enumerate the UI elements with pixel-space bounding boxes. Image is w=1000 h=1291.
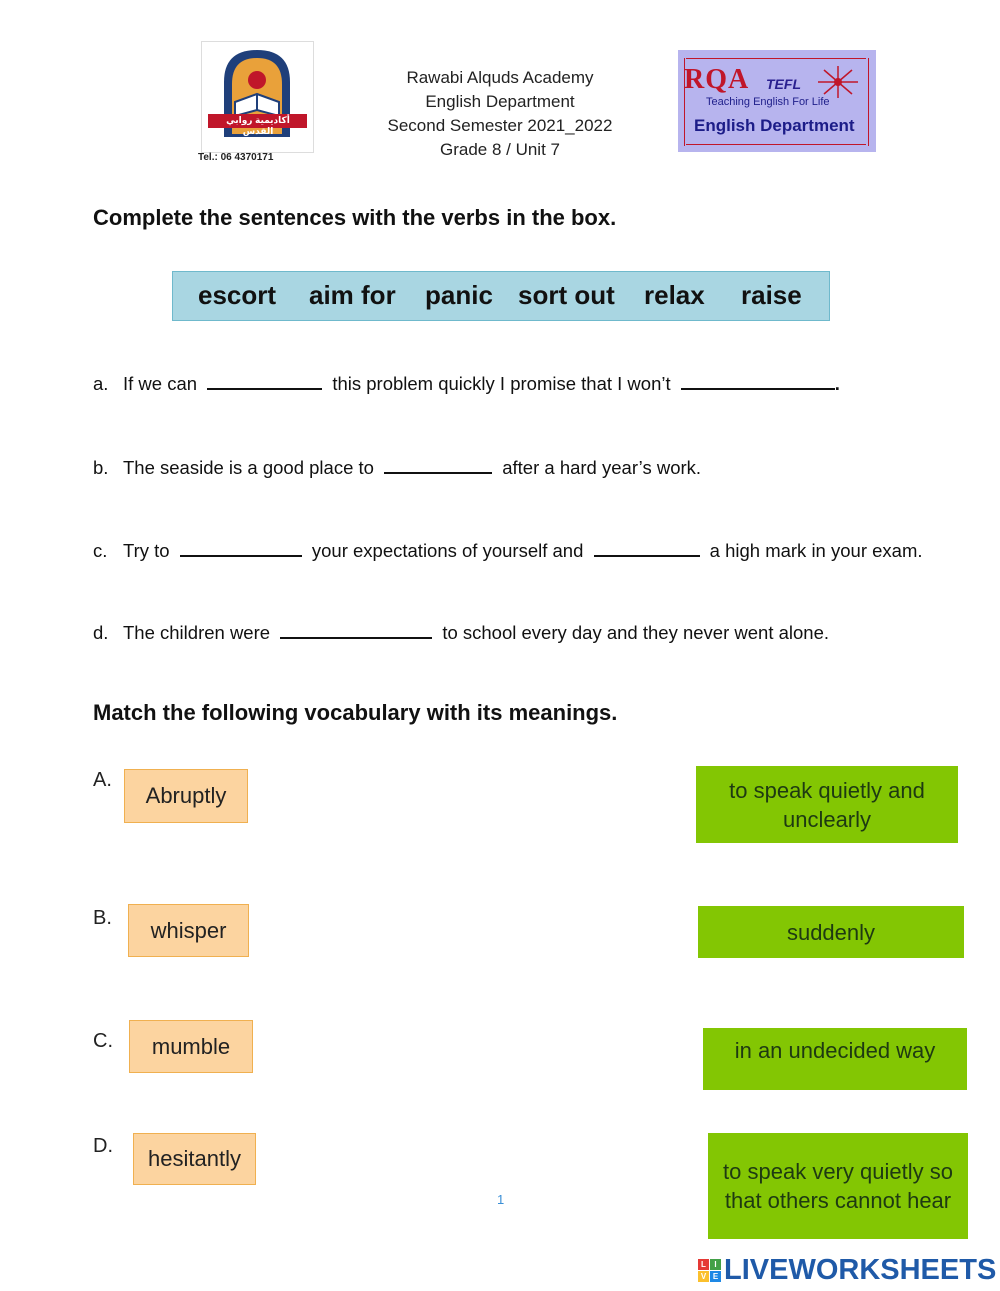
answer-blank[interactable]: [180, 539, 302, 557]
answer-blank[interactable]: [594, 539, 700, 557]
match-label-b: B.: [93, 907, 112, 929]
school-name: Rawabi Alquds Academy: [406, 68, 594, 87]
school-logo-text: أكاديمية روابي القدس: [226, 115, 290, 136]
sentence-text: .: [834, 373, 840, 394]
word-panic: panic: [425, 280, 493, 310]
sentence-text: your expectations of yourself and: [311, 540, 584, 561]
sentence-c: [93, 539, 923, 562]
liveworksheets-icon: [698, 1259, 721, 1282]
word-escort: escort: [198, 280, 277, 310]
rqa-abbr: RQA: [684, 64, 750, 95]
meaning-card-suddenly[interactable]: suddenly: [698, 906, 964, 958]
logo-border-bottom: [686, 144, 866, 145]
page-number: 1: [497, 1192, 505, 1207]
match-label-a: A.: [93, 769, 112, 791]
sentence-text: a high mark in your exam.: [709, 540, 923, 561]
icon-letter: I: [710, 1259, 721, 1270]
word-card-whisper[interactable]: whisper: [128, 904, 249, 957]
meaning-card-speak-quietly[interactable]: to speak very quietly so that others cannot hear: [708, 1133, 968, 1239]
word-relax: relax: [644, 280, 705, 310]
icon-letter: E: [710, 1271, 721, 1282]
word-card-mumble[interactable]: mumble: [129, 1020, 253, 1073]
word-sort-out: sort out: [518, 280, 615, 310]
department-logo: [678, 50, 876, 152]
answer-blank[interactable]: [384, 456, 492, 474]
logo-border-right: [868, 58, 869, 146]
department-name: English Department: [425, 92, 575, 111]
sentence-label: b.: [93, 457, 109, 478]
meaning-card-undecided[interactable]: in an undecided way: [703, 1028, 967, 1090]
sentence-text: to school every day and they never went alone.: [442, 622, 830, 643]
answer-blank[interactable]: [280, 621, 432, 639]
tefl-text: TEFL: [766, 76, 801, 92]
semester: Second Semester 2021_2022: [387, 116, 613, 135]
sentence-a: [93, 372, 840, 395]
grade-unit: Grade 8 / Unit 7: [439, 140, 560, 159]
word-box: [172, 271, 830, 321]
logo-border-top: [686, 58, 866, 59]
sentence-label: c.: [93, 540, 108, 561]
section2-heading: Match the following vocabulary with its meanings.: [93, 700, 618, 725]
school-logo: [198, 41, 314, 163]
sentence-d: [93, 621, 829, 644]
logo-department: English Department: [694, 116, 855, 135]
liveworksheets-logo[interactable]: [698, 1255, 996, 1285]
phone-number: Tel.: 06 4370171: [198, 152, 274, 163]
star-burst-icon: [816, 64, 860, 100]
icon-letter: V: [698, 1271, 709, 1282]
liveworksheets-text: LIVEWORKSHEETS: [724, 1253, 997, 1286]
sentence-label: d.: [93, 622, 109, 643]
sentence-text: Try to: [123, 540, 170, 561]
header-text: [350, 66, 650, 162]
sentence-text: after a hard year’s work.: [502, 457, 702, 478]
word-card-abruptly[interactable]: Abruptly: [124, 769, 248, 823]
word-card-hesitantly[interactable]: hesitantly: [133, 1133, 256, 1185]
sentence-b: [93, 456, 701, 479]
answer-blank[interactable]: [207, 372, 322, 390]
icon-letter: L: [698, 1259, 709, 1270]
sentence-text: The children were: [123, 622, 271, 643]
match-label-c: C.: [93, 1030, 113, 1052]
logo-tagline: Teaching English For Life: [706, 96, 830, 108]
match-label-d: D.: [93, 1135, 113, 1157]
sentence-label: a.: [93, 373, 109, 394]
answer-blank[interactable]: [681, 372, 835, 390]
section1-heading: Complete the sentences with the verbs in the box.: [93, 205, 617, 230]
word-aim-for: aim for: [309, 280, 396, 310]
meaning-card-speak-unclearly[interactable]: to speak quietly and unclearly: [696, 766, 958, 843]
sentence-text: If we can: [123, 373, 198, 394]
sentence-text: The seaside is a good place to: [123, 457, 374, 478]
sentence-text: this problem quickly I promise that I won’t: [332, 373, 671, 394]
word-raise: raise: [741, 280, 802, 310]
